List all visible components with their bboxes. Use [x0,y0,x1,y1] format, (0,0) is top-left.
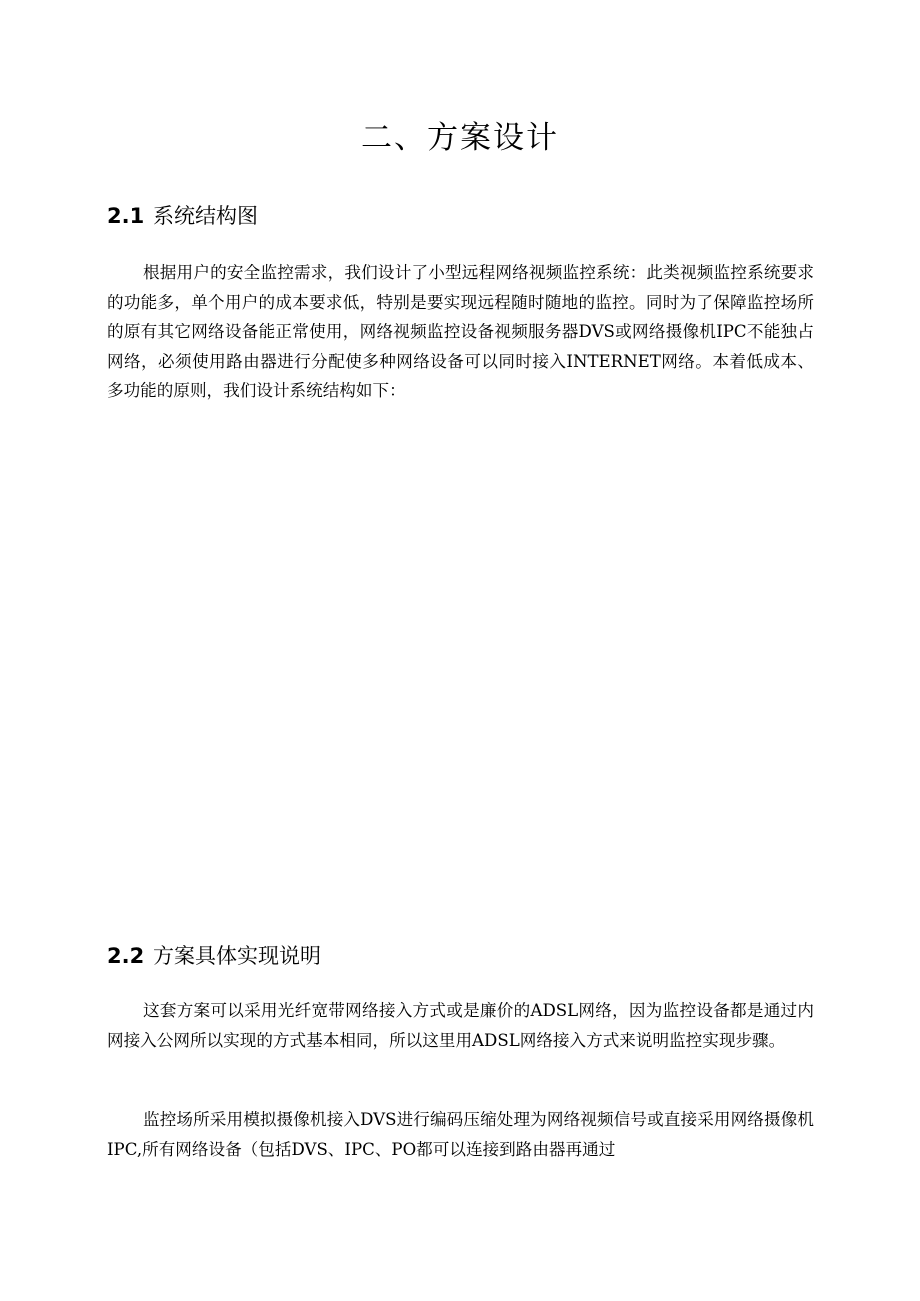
system-structure-diagram-area [107,440,814,920]
section-title: 系统结构图 [153,204,258,228]
section-title: 方案具体实现说明 [153,944,321,968]
section-2-2-paragraph-1: 这套方案可以采用光纤宽带网络接入方式或是廉价的ADSL网络，因为监控设备都是通过内网接入公网所以实现的方式基本相同，所以这里用ADSL网络接入方式来说明监控实现步骤。 [107,1001,814,1050]
section-2-2-paragraph-2: 监控场所采用模拟摄像机接入DVS进行编码压缩处理为网络视频信号或直接采用网络摄像机IPC,所有网络设备（包括DVS、IPC、PO都可以连接到路由器再通过 [107,1110,814,1159]
section-heading-2-1 [107,200,258,230]
section-2-1-paragraph: 根据用户的安全监控需求，我们设计了小型远程网络视频监控系统：此类视频监控系统要求的功能多，单个用户的成本要求低，特别是要实现远程随时随地的监控。同时为了保障监控场所的原有其它网络设备能正常使用，网络视频监控设备视频服务器DVS或网络摄像机IPC不能独占网络，必须使用路由器进行分配使多种网络设备可以同时接入INTERNET网络。本着低成本、多功能的原则，我们设计系统结构如下： [107,263,814,401]
section-heading-2-2 [107,940,321,970]
chapter-title: 二、方案设计 [361,120,559,156]
section-number: 2.1 [107,204,145,228]
section-number: 2.2 [107,944,145,968]
